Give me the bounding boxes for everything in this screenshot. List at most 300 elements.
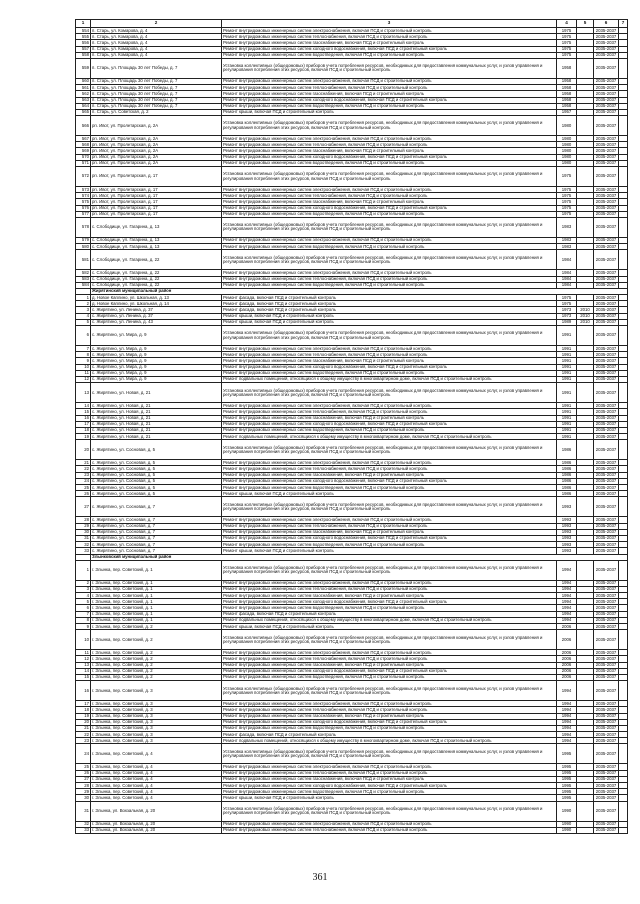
row-number: 33 <box>76 548 91 554</box>
year-cell: 1993 <box>557 517 577 523</box>
work-type-cell: Ремонт внутридомовых инженерных систем теплоснабжения, включая ПСД и строительный контроль <box>222 707 557 713</box>
address-cell: рп. Ивот, ул. Пролетарская, д. 17 <box>91 167 222 187</box>
work-type-cell: Ремонт внутридомовых инженерных систем водоотведения, включая ПСД и строительный контроль <box>222 789 557 795</box>
year-cell: 1991 <box>557 403 577 409</box>
address-cell: с. Жирятино, ул. Ленина, д. 37 <box>91 313 222 319</box>
address-cell: рп. Ивот, ул. Пролетарская, д. 2А <box>91 116 222 136</box>
work-type-cell: Установка коллективных (общедомовых) приборов учета потребления ресурсов, необходимых для предоставления коммунальных услуг, и узлов управления и регулирования потребления этих ресурсов, включая ПСД и строительный контроль <box>222 497 557 517</box>
row-number: 576 <box>76 205 91 211</box>
address-cell: п. Старь, ул. Площадь 30 лет Победы, д. 7 <box>91 97 222 103</box>
period-cell: 2035-2037 <box>594 217 619 237</box>
period-cell: 2035-2037 <box>594 307 619 313</box>
work-type-cell: Ремонт внутридомовых инженерных систем газоснабжения, включая ПСД и строительный контроль <box>222 662 557 668</box>
row-number: 29 <box>76 523 91 529</box>
year-cell: 1994 <box>557 560 577 580</box>
work-type-cell: Ремонт внутридомовых инженерных систем холодного водоснабжения, включая ПСД и строительный контроль <box>222 599 557 605</box>
row-number: 12 <box>76 656 91 662</box>
work-type-cell: Ремонт внутридомовых инженерных систем водоотведения, включая ПСД и строительный контроль <box>222 674 557 680</box>
period-cell: 2035-2037 <box>594 160 619 166</box>
row-number: 574 <box>76 193 91 199</box>
work-type-cell: Ремонт внутридомовых инженерных систем газоснабжения, включая ПСД и строительный контроль <box>222 776 557 782</box>
work-type-cell: Ремонт внутридомовых инженерных систем теплоснабжения, включая ПСД и строительный контроль <box>222 466 557 472</box>
period-cell: 2035-2037 <box>594 821 619 827</box>
address-cell: п. Старь, ул. Комарова, д. 4 <box>91 28 222 34</box>
year-cell: 1991 <box>557 415 577 421</box>
row-number: 11 <box>76 370 91 376</box>
row-number: 567 <box>76 136 91 142</box>
table-row <box>76 560 628 580</box>
last-repair-cell <box>577 801 594 821</box>
year-cell: 1993 <box>557 542 577 548</box>
capital-repair-table <box>75 19 628 834</box>
address-cell: с. Жирятино, ул. Новая, д. 21 <box>91 434 222 440</box>
section-title: Жирятинский муниципальный район <box>91 288 628 294</box>
period-cell: 2035-2037 <box>594 295 619 301</box>
work-type-cell: Ремонт крыши, включая ПСД и строительный контроль <box>222 319 557 325</box>
period-cell: 2035-2037 <box>594 548 619 554</box>
empty-cell <box>619 560 628 580</box>
column-header: 4 <box>557 20 577 28</box>
empty-cell <box>619 116 628 136</box>
period-cell: 2035-2037 <box>594 801 619 821</box>
year-cell: 1993 <box>557 548 577 554</box>
last-repair-cell <box>577 497 594 517</box>
work-type-cell: Ремонт внутридомовых инженерных систем водоотведения, включая ПСД и строительный контроль <box>222 211 557 217</box>
row-number: 566 <box>76 116 91 136</box>
program-table-sheet <box>75 19 627 834</box>
period-cell: 2035-2037 <box>594 605 619 611</box>
period-cell: 2035-2037 <box>594 732 619 738</box>
address-cell: г. Злынка, пер. Советский, д. 1 <box>91 586 222 592</box>
year-cell: 1975 <box>557 46 577 52</box>
period-cell: 2035-2037 <box>594 744 619 764</box>
row-number: 32 <box>76 542 91 548</box>
row-number: 19 <box>76 713 91 719</box>
work-type-cell: Ремонт внутридомовых инженерных систем теплоснабжения, включая ПСД и строительный контроль <box>222 34 557 40</box>
address-cell: с. Жирятино, ул. Новая, д. 21 <box>91 415 222 421</box>
year-cell: 1995 <box>557 770 577 776</box>
row-number: 575 <box>76 199 91 205</box>
year-cell: 1984 <box>557 270 577 276</box>
row-number: 578 <box>76 217 91 237</box>
period-cell: 2035-2037 <box>594 91 619 97</box>
year-cell: 1975 <box>557 295 577 301</box>
row-number: 15 <box>76 674 91 680</box>
address-cell: д. Новое Каплино, ул. Школьная, д. 14 <box>91 301 222 307</box>
work-type-cell: Ремонт внутридомовых инженерных систем теплоснабжения, включая ПСД и строительный контроль <box>222 523 557 529</box>
row-number: 568 <box>76 142 91 148</box>
table-row <box>76 497 628 517</box>
address-cell: г. Злынка, пер. Советский, д. 3 <box>91 725 222 731</box>
work-type-cell: Ремонт внутридомовых инженерных систем электроснабжения, включая ПСД и строительный контроль <box>222 78 557 84</box>
year-cell: 2006 <box>557 656 577 662</box>
address-cell: с. Жирятино, ул. Сосновая, д. 7 <box>91 523 222 529</box>
year-cell: 1986 <box>557 466 577 472</box>
period-cell: 2035-2037 <box>594 187 619 193</box>
row-number: 7 <box>76 611 91 617</box>
period-cell: 2035-2037 <box>594 78 619 84</box>
period-cell: 2035-2037 <box>594 460 619 466</box>
work-type-cell: Ремонт внутридомовых инженерных систем холодного водоснабжения, включая ПСД и строительный контроль <box>222 205 557 211</box>
row-number: 6 <box>76 605 91 611</box>
last-repair-cell <box>577 827 594 833</box>
year-cell: 1986 <box>557 478 577 484</box>
row-number: 557 <box>76 46 91 52</box>
row-number: 32 <box>76 821 91 827</box>
address-cell: г. Злынка, пер. Советский, д. 4 <box>91 795 222 801</box>
row-number: 24 <box>76 478 91 484</box>
address-cell: с. Жирятино, ул. Новая, д. 21 <box>91 427 222 433</box>
last-repair-cell: 2010 <box>577 307 594 313</box>
work-type-cell: Ремонт внутридомовых инженерных систем теплоснабжения, включая ПСД и строительный контроль <box>222 276 557 282</box>
address-cell: г. Злынка, ул. Вокзальная, д. 20 <box>91 827 222 833</box>
year-cell: 1994 <box>557 611 577 617</box>
row-number: 559 <box>76 58 91 78</box>
work-type-cell: Ремонт внутридомовых инженерных систем газоснабжения, включая ПСД и строительный контроль <box>222 593 557 599</box>
row-number: 33 <box>76 827 91 833</box>
work-type-cell: Ремонт внутридомовых инженерных систем холодного водоснабжения, включая ПСД и строительный контроль <box>222 46 557 52</box>
row-number: 20 <box>76 719 91 725</box>
period-cell: 2035-2037 <box>594 85 619 91</box>
year-cell: 1973 <box>557 307 577 313</box>
row-number: 21 <box>76 725 91 731</box>
period-cell: 2035-2037 <box>594 58 619 78</box>
table-row <box>76 326 628 346</box>
year-cell: 1991 <box>557 434 577 440</box>
year-cell: 2006 <box>557 668 577 674</box>
period-cell: 2035-2037 <box>594 237 619 243</box>
period-cell: 2035-2037 <box>594 485 619 491</box>
year-cell: 1994 <box>557 738 577 744</box>
work-type-cell: Установка коллективных (общедомовых) приборов учета потребления ресурсов, необходимых для предоставления коммунальных услуг, и узлов управления и регулирования потребления этих ресурсов, включая ПСД и строительный контроль <box>222 630 557 650</box>
work-type-cell: Ремонт внутридомовых инженерных систем водоотведения, включая ПСД и строительный контроль <box>222 103 557 109</box>
row-number: 14 <box>76 668 91 674</box>
work-type-cell: Ремонт внутридомовых инженерных систем теплоснабжения, включая ПСД и строительный контроль <box>222 142 557 148</box>
address-cell: г. Злынка, пер. Советский, д. 2 <box>91 656 222 662</box>
year-cell: 1986 <box>557 485 577 491</box>
work-type-cell: Ремонт внутридомовых инженерных систем водоотведения, включая ПСД и строительный контроль <box>222 160 557 166</box>
period-cell: 2035-2037 <box>594 167 619 187</box>
work-type-cell: Установка коллективных (общедомовых) приборов учета потребления ресурсов, необходимых для предоставления коммунальных услуг, и узлов управления и регулирования потребления этих ресурсов, включая ПСД и строительный контроль <box>222 58 557 78</box>
row-number: 3 <box>76 307 91 313</box>
address-cell: с. Жирятино, ул. Мира, д. 9 <box>91 352 222 358</box>
row-number: 18 <box>76 707 91 713</box>
address-cell: п. Старь, ул. Площадь 30 лет Победы, д. 7 <box>91 85 222 91</box>
year-cell: 1980 <box>557 160 577 166</box>
row-number: 23 <box>76 738 91 744</box>
row-number: 582 <box>76 270 91 276</box>
address-cell: с. Жирятино, ул. Сосновая, д. 5 <box>91 478 222 484</box>
year-cell: 1958 <box>557 91 577 97</box>
row-number: 6 <box>76 326 91 346</box>
work-type-cell: Ремонт внутридомовых инженерных систем электроснабжения, включая ПСД и строительный контроль <box>222 517 557 523</box>
table-row <box>76 116 628 136</box>
row-number: 25 <box>76 764 91 770</box>
period-cell: 2035-2037 <box>594 34 619 40</box>
work-type-cell: Ремонт внутридомовых инженерных систем газоснабжения, включая ПСД и строительный контроль <box>222 713 557 719</box>
address-cell: с. Жирятино, ул. Ленина, д. 43 <box>91 319 222 325</box>
work-type-cell: Ремонт крыши, включая ПСД и строительный контроль <box>222 795 557 801</box>
period-cell: 2035-2037 <box>594 770 619 776</box>
work-type-cell: Ремонт внутридомовых инженерных систем холодного водоснабжения, включая ПСД и строительный контроль <box>222 719 557 725</box>
period-cell: 2035-2037 <box>594 681 619 701</box>
period-cell: 2035-2037 <box>594 764 619 770</box>
year-cell: 1975 <box>557 167 577 187</box>
year-cell: 1975 <box>557 28 577 34</box>
period-cell: 2035-2037 <box>594 358 619 364</box>
year-cell: 1980 <box>557 148 577 154</box>
work-type-cell: Ремонт внутридомовых инженерных систем теплоснабжения, включая ПСД и строительный контроль <box>222 352 557 358</box>
year-cell: 1995 <box>557 795 577 801</box>
year-cell: 1991 <box>557 364 577 370</box>
year-cell: 1975 <box>557 193 577 199</box>
period-cell: 2035-2037 <box>594 738 619 744</box>
period-cell: 2035-2037 <box>594 624 619 630</box>
work-type-cell: Ремонт внутридомовых инженерных систем холодного водоснабжения, включая ПСД и строительный контроль <box>222 535 557 541</box>
address-cell: рп. Ивот, ул. Пролетарская, д. 17 <box>91 199 222 205</box>
work-type-cell: Ремонт внутридомовых инженерных систем теплоснабжения, включая ПСД и строительный контроль <box>222 586 557 592</box>
row-number: 4 <box>76 313 91 319</box>
year-cell: 1991 <box>557 326 577 346</box>
address-cell: г. Злынка, пер. Советский, д. 2 <box>91 624 222 630</box>
work-type-cell: Ремонт внутридомовых инженерных систем водоотведения, включая ПСД и строительный контроль <box>222 605 557 611</box>
period-cell: 2035-2037 <box>594 776 619 782</box>
work-type-cell: Ремонт внутридомовых инженерных систем холодного водоснабжения, включая ПСД и строительный контроль <box>222 421 557 427</box>
last-repair-cell <box>577 681 594 701</box>
work-type-cell: Ремонт внутридомовых инженерных систем водоотведения, включая ПСД и строительный контроль <box>222 725 557 731</box>
period-cell: 2035-2037 <box>594 409 619 415</box>
last-repair-cell <box>577 250 594 270</box>
address-cell: рп. Ивот, ул. Пролетарская, д. 2А <box>91 148 222 154</box>
period-cell: 2035-2037 <box>594 630 619 650</box>
period-cell: 2035-2037 <box>594 586 619 592</box>
address-cell: г. Злынка, пер. Советский, д. 4 <box>91 783 222 789</box>
work-type-cell: Ремонт внутридомовых инженерных систем электроснабжения, включая ПСД и строительный контроль <box>222 136 557 142</box>
period-cell: 2035-2037 <box>594 313 619 319</box>
period-cell: 2035-2037 <box>594 783 619 789</box>
address-cell: г. Злынка, пер. Советский, д. 2 <box>91 630 222 650</box>
address-cell: г. Злынка, пер. Советский, д. 4 <box>91 776 222 782</box>
address-cell: рп. Ивот, ул. Пролетарская, д. 17 <box>91 193 222 199</box>
period-cell: 2035-2037 <box>594 376 619 382</box>
period-cell: 2035-2037 <box>594 662 619 668</box>
period-cell: 2035-2037 <box>594 593 619 599</box>
empty-cell <box>619 440 628 460</box>
year-cell: 1995 <box>557 789 577 795</box>
table-row <box>76 681 628 701</box>
row-number: 25 <box>76 485 91 491</box>
year-cell: 1995 <box>557 744 577 764</box>
work-type-cell: Ремонт внутридомовых инженерных систем теплоснабжения, включая ПСД и строительный контроль <box>222 827 557 833</box>
empty-cell <box>619 681 628 701</box>
work-type-cell: Ремонт крыши, включая ПСД и строительный контроль <box>222 491 557 497</box>
year-cell: 1993 <box>557 523 577 529</box>
period-cell: 2035-2037 <box>594 383 619 403</box>
address-cell: с. Жирятино, ул. Новая, д. 21 <box>91 409 222 415</box>
work-type-cell: Ремонт внутридомовых инженерных систем электроснабжения, включая ПСД и строительный контроль <box>222 28 557 34</box>
period-cell: 2035-2037 <box>594 668 619 674</box>
year-cell: 1994 <box>557 707 577 713</box>
period-cell: 2035-2037 <box>594 535 619 541</box>
work-type-cell: Ремонт внутридомовых инженерных систем холодного водоснабжения, включая ПСД и строительный контроль <box>222 668 557 674</box>
period-cell: 2035-2037 <box>594 713 619 719</box>
work-type-cell: Ремонт внутридомовых инженерных систем водоотведения, включая ПСД и строительный контроль <box>222 52 557 58</box>
last-repair-cell <box>577 116 594 136</box>
work-type-cell: Ремонт крыши, включая ПСД и строительный контроль <box>222 109 557 115</box>
address-cell: с. Жирятино, ул. Ленина, д. 37 <box>91 307 222 313</box>
year-cell: 1991 <box>557 352 577 358</box>
row-number: 31 <box>76 801 91 821</box>
period-cell: 2035-2037 <box>594 580 619 586</box>
work-type-cell: Установка коллективных (общедомовых) приборов учета потребления ресурсов, необходимых для предоставления коммунальных услуг, и узлов управления и регулирования потребления этих ресурсов, включая ПСД и строительный контроль <box>222 801 557 821</box>
column-header: 5 <box>577 20 594 28</box>
work-type-cell: Ремонт внутридомовых инженерных систем холодного водоснабжения, включая ПСД и строительный контроль <box>222 364 557 370</box>
row-number: 565 <box>76 109 91 115</box>
row-number: 22 <box>76 732 91 738</box>
period-cell: 2035-2037 <box>594 301 619 307</box>
year-cell: 1984 <box>557 282 577 288</box>
row-number: 29 <box>76 789 91 795</box>
year-cell: 1958 <box>557 97 577 103</box>
period-cell: 2035-2037 <box>594 707 619 713</box>
address-cell: рп. Ивот, ул. Пролетарская, д. 17 <box>91 187 222 193</box>
address-cell: г. Злынка, пер. Советский, д. 3 <box>91 732 222 738</box>
work-type-cell: Установка коллективных (общедомовых) приборов учета потребления ресурсов, необходимых для предоставления коммунальных услуг, и узлов управления и регулирования потребления этих ресурсов, включая ПСД и строительный контроль <box>222 440 557 460</box>
address-cell: п. Старь, ул. Площадь 30 лет Победы, д. 7 <box>91 91 222 97</box>
period-cell: 2035-2037 <box>594 478 619 484</box>
row-number: 573 <box>76 187 91 193</box>
period-cell: 2035-2037 <box>594 28 619 34</box>
address-cell: с. Жирятино, ул. Мира, д. 9 <box>91 364 222 370</box>
year-cell: 1975 <box>557 187 577 193</box>
year-cell: 1991 <box>557 370 577 376</box>
year-cell: 1994 <box>557 586 577 592</box>
row-number: 24 <box>76 744 91 764</box>
address-cell: с. Жирятино, ул. Сосновая, д. 5 <box>91 440 222 460</box>
row-number: 564 <box>76 103 91 109</box>
row-number: 558 <box>76 52 91 58</box>
row-number: 20 <box>76 440 91 460</box>
period-cell: 2035-2037 <box>594 529 619 535</box>
empty-cell <box>619 250 628 270</box>
period-cell: 2035-2037 <box>594 523 619 529</box>
row-number: 26 <box>76 770 91 776</box>
address-cell: с. Жирятино, ул. Мира, д. 9 <box>91 346 222 352</box>
period-cell: 2035-2037 <box>594 136 619 142</box>
row-number: 10 <box>76 630 91 650</box>
period-cell: 2035-2037 <box>594 725 619 731</box>
address-cell: с. Слободище, ул. Гагарина, д. 22 <box>91 276 222 282</box>
year-cell: 1986 <box>557 440 577 460</box>
address-cell: г. Злынка, пер. Советский, д. 1 <box>91 599 222 605</box>
address-cell: г. Злынка, пер. Советский, д. 4 <box>91 789 222 795</box>
work-type-cell: Ремонт фасада, включая ПСД и строительный контроль <box>222 301 557 307</box>
last-repair-cell: 2010 <box>577 313 594 319</box>
year-cell: 1991 <box>557 427 577 433</box>
address-cell: п. Старь, ул. Комарова, д. 4 <box>91 34 222 40</box>
period-cell: 2035-2037 <box>594 205 619 211</box>
period-cell: 2035-2037 <box>594 472 619 478</box>
year-cell: 1958 <box>557 78 577 84</box>
row-number: 27 <box>76 776 91 782</box>
row-number: 581 <box>76 250 91 270</box>
address-cell: с. Слободище, ул. Гагарина, д. 22 <box>91 270 222 276</box>
row-number: 569 <box>76 148 91 154</box>
period-cell: 2035-2037 <box>594 199 619 205</box>
row-number: 560 <box>76 78 91 84</box>
address-cell: с. Слободище, ул. Гагарина, д. 13 <box>91 237 222 243</box>
address-cell: с. Жирятино, ул. Сосновая, д. 7 <box>91 497 222 517</box>
work-type-cell: Ремонт крыши, включая ПСД и строительный контроль <box>222 548 557 554</box>
year-cell: 1991 <box>557 358 577 364</box>
address-cell: с. Жирятино, ул. Сосновая, д. 5 <box>91 466 222 472</box>
year-cell: 1994 <box>557 580 577 586</box>
work-type-cell: Ремонт внутридомовых инженерных систем газоснабжения, включая ПСД и строительный контроль <box>222 529 557 535</box>
period-cell: 2035-2037 <box>594 674 619 680</box>
table-row <box>76 217 628 237</box>
period-cell: 2035-2037 <box>594 148 619 154</box>
year-cell: 1975 <box>557 52 577 58</box>
table-row <box>76 440 628 460</box>
row-number: 4 <box>76 593 91 599</box>
address-cell: рп. Ивот, ул. Пролетарская, д. 2А <box>91 154 222 160</box>
year-cell: 1993 <box>557 529 577 535</box>
work-type-cell: Ремонт фасада, включая ПСД и строительный контроль <box>222 307 557 313</box>
address-cell: с. Жирятино, ул. Сосновая, д. 7 <box>91 548 222 554</box>
row-number: 584 <box>76 282 91 288</box>
period-cell: 2035-2037 <box>594 617 619 623</box>
empty-cell <box>619 744 628 764</box>
empty-cell <box>619 630 628 650</box>
address-cell: п. Старь, ул. Советская, д. 2 <box>91 109 222 115</box>
period-cell: 2035-2037 <box>594 466 619 472</box>
work-type-cell: Ремонт внутридомовых инженерных систем электроснабжения, включая ПСД и строительный контроль <box>222 580 557 586</box>
row-number: 554 <box>76 28 91 34</box>
row-number: 562 <box>76 91 91 97</box>
last-repair-cell <box>577 440 594 460</box>
address-cell: с. Жирятино, ул. Сосновая, д. 5 <box>91 491 222 497</box>
work-type-cell: Ремонт фасада, включая ПСД и строительный контроль <box>222 732 557 738</box>
address-cell: п. Старь, ул. Площадь 30 лет Победы, д. 7 <box>91 103 222 109</box>
period-cell: 2035-2037 <box>594 346 619 352</box>
period-cell: 2035-2037 <box>594 276 619 282</box>
work-type-cell: Ремонт внутридомовых инженерных систем электроснабжения, включая ПСД и строительный контроль <box>222 237 557 243</box>
work-type-cell: Установка коллективных (общедомовых) приборов учета потребления ресурсов, необходимых для предоставления коммунальных услуг, и узлов управления и регулирования потребления этих ресурсов, включая ПСД и строительный контроль <box>222 217 557 237</box>
last-repair-cell <box>577 326 594 346</box>
year-cell: 2006 <box>557 624 577 630</box>
work-type-cell: Ремонт внутридомовых инженерных систем теплоснабжения, включая ПСД и строительный контроль <box>222 770 557 776</box>
period-cell: 2035-2037 <box>594 211 619 217</box>
year-cell: 1975 <box>557 34 577 40</box>
work-type-cell: Ремонт внутридомовых инженерных систем газоснабжения, включая ПСД и строительный контроль <box>222 40 557 46</box>
work-type-cell: Установка коллективных (общедомовых) приборов учета потребления ресурсов, необходимых для предоставления коммунальных услуг, и узлов управления и регулирования потребления этих ресурсов, включая ПСД и строительный контроль <box>222 744 557 764</box>
year-cell: 1995 <box>557 783 577 789</box>
year-cell: 1991 <box>557 346 577 352</box>
row-number: 1 <box>76 560 91 580</box>
work-type-cell: Ремонт внутридомовых инженерных систем электроснабжения, включая ПСД и строительный контроль <box>222 701 557 707</box>
year-cell: 1957 <box>557 109 577 115</box>
year-cell: 1958 <box>557 103 577 109</box>
address-cell: г. Злынка, пер. Советский, д. 3 <box>91 738 222 744</box>
year-cell: 1991 <box>557 376 577 382</box>
empty-cell <box>619 801 628 821</box>
address-cell: г. Злынка, пер. Советский, д. 1 <box>91 593 222 599</box>
address-cell: с. Слободище, ул. Гагарина, д. 22 <box>91 250 222 270</box>
work-type-cell: Ремонт внутридомовых инженерных систем теплоснабжения, включая ПСД и строительный контроль <box>222 193 557 199</box>
year-cell: 1984 <box>557 250 577 270</box>
address-cell: г. Злынка, пер. Советский, д. 4 <box>91 770 222 776</box>
year-cell: 1994 <box>557 732 577 738</box>
